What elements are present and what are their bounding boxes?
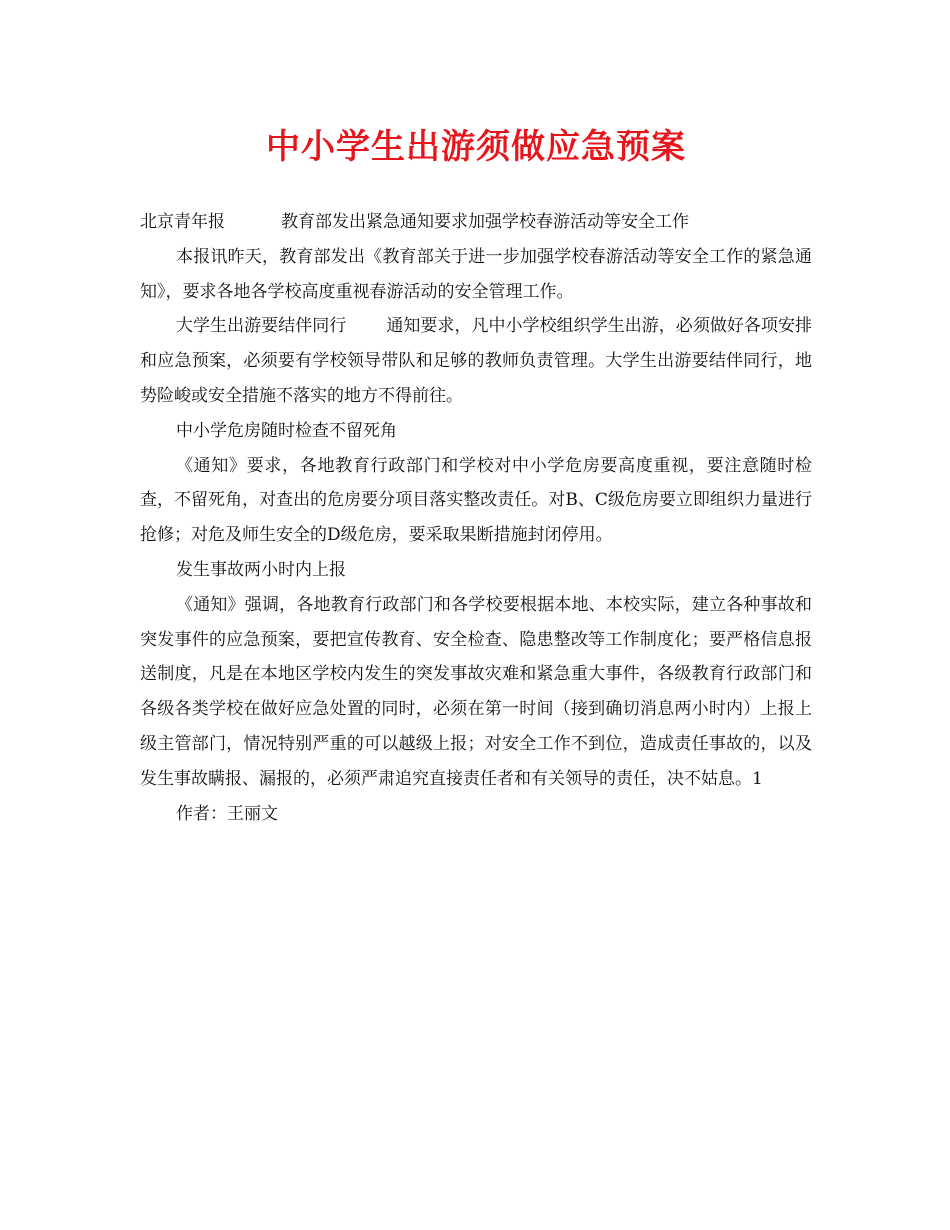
paragraph-4: 《通知》强调，各地教育行政部门和各学校要根据本地、本校实际，建立各种事故和突发事件的应急预案，要把宣传教育、安全检查、隐患整改等工作制度化；要严格信息报送制度，凡是在本地区学校内发生的突发事故灾难和紧急重大事件，各级教育行政部门和各级各类学校在做好应急处置的同时，必须在第一时间（接到确切消息两小时内）上报上级主管部门，情况特别严重的可以越级上报；对安全工作不到位，造成责任事故的，以及发生事故瞒报、漏报的，必须严肃追究直接责任者和有关领导的责任，决不姑息。1 (140, 594, 812, 789)
paragraph-3: 《通知》要求，各地教育行政部门和学校对中小学危房要高度重视，要注意随时检查，不留死角，对查出的危房要分项目落实整改责任。对B、C级危房要立即组织力量进行抢修；对危及师生安全的D级危房，要采取果断措施封闭停用。 (140, 455, 812, 546)
byline (140, 205, 812, 240)
source-name: 北京青年报 (140, 212, 225, 232)
section-heading-3: 发生事故两小时内上报 (176, 559, 346, 580)
paragraph-2-text: 通知要求，凡中小学校组织学生出游，必须做好各项安排和应急预案，必须要有学校领导带队和足够的教师负责管理。大学生出游要结伴同行，地势险峻或安全措施不落实的地方不得前往。 (140, 316, 813, 406)
document-body (140, 205, 812, 831)
section-heading-1: 大学生出游要结伴同行 (176, 316, 347, 337)
author-line: 作者：王丽文 (176, 803, 278, 824)
paragraph-2 (140, 309, 812, 413)
subtitle: 教育部发出紧急通知要求加强学校春游活动等安全工作 (281, 212, 689, 232)
document-title: 中小学生出游须做应急预案 (266, 127, 686, 167)
section-heading-2: 中小学危房随时检查不留死角 (176, 420, 397, 441)
paragraph-1: 本报讯昨天，教育部发出《教育部关于进一步加强学校春游活动等安全工作的紧急通知》，要求各地各学校高度重视春游活动的安全管理工作。 (140, 246, 812, 302)
